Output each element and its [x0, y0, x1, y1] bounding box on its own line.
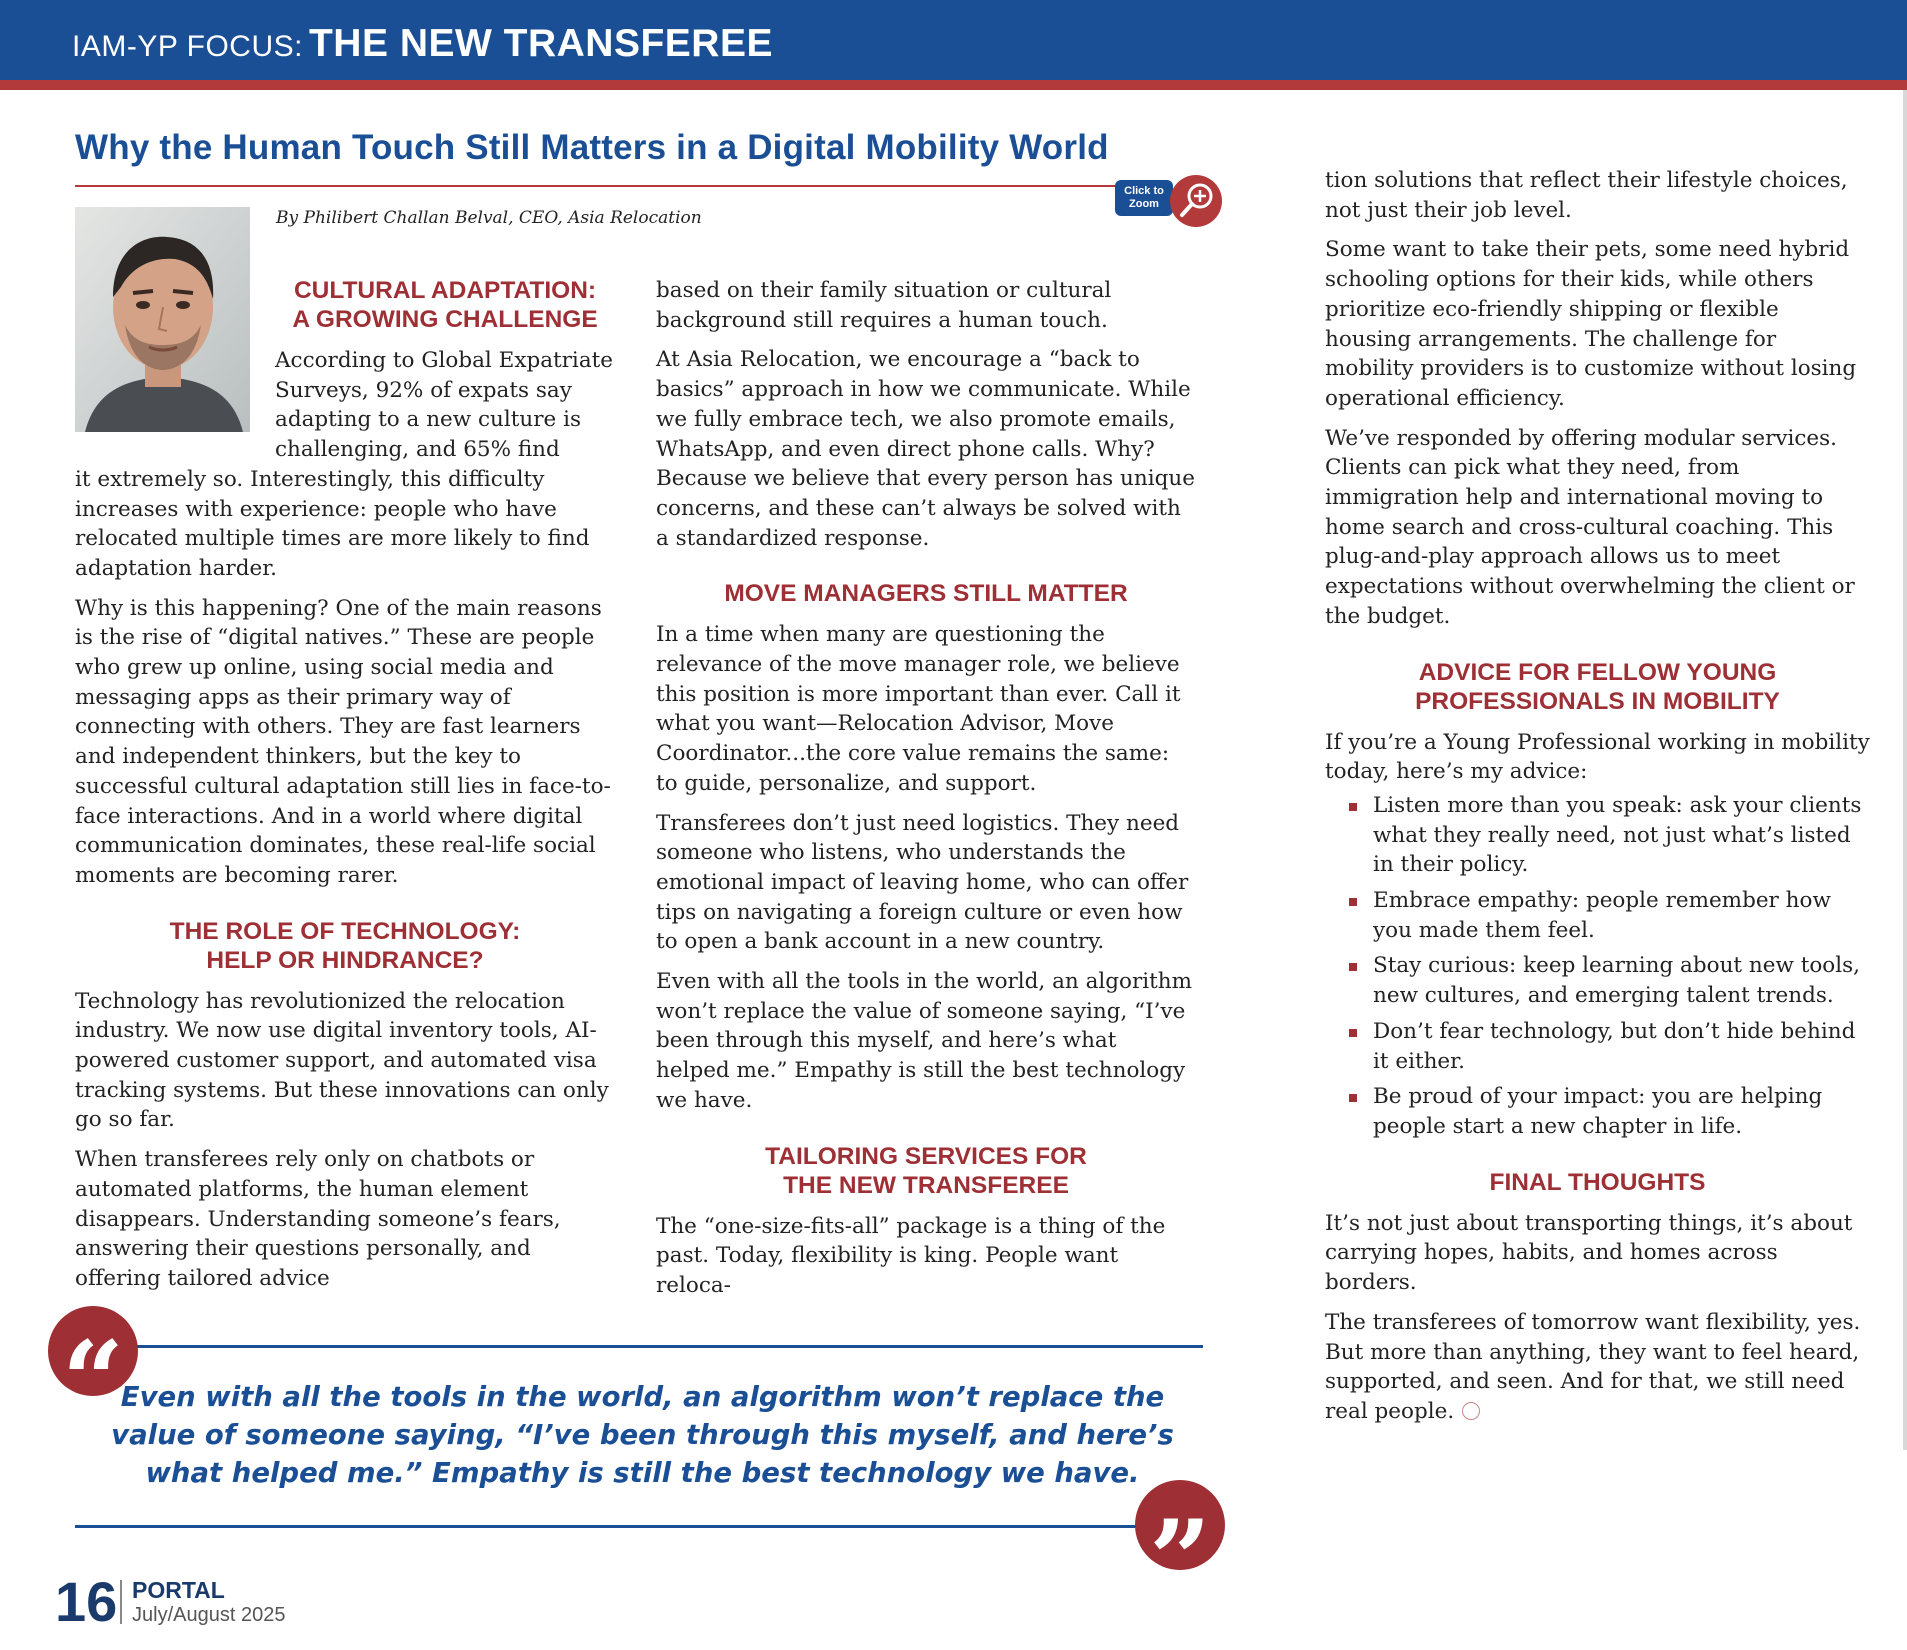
list-item-text: Be proud of your impact: you are helping people start a new chapter in life. [1373, 1084, 1823, 1139]
section-header-prefix: IAM-YP FOCUS: [72, 30, 303, 63]
heading-line: THE NEW TRANSFEREE [783, 1171, 1069, 1199]
list-item [1325, 886, 1870, 945]
paragraph: Some want to take their pets, some need hybrid schooling options for their kids, while others prioritize eco-friendly shipping or flexible housing arrangements. The challenge for mobility providers is to customize without losing operational efficiency. [1325, 237, 1857, 411]
paragraph: The “one-size-fits-all” package is a thing of the past. Today, flexibility is king. People want reloca- [656, 1213, 1166, 1298]
heading-line: PROFESSIONALS IN MOBILITY [1415, 687, 1780, 715]
column-2 [656, 276, 1196, 1311]
folio-divider [120, 1580, 122, 1624]
list-item [1325, 1017, 1870, 1076]
list-item-text: Don’t fear technology, but don’t hide behind it either. [1373, 1018, 1856, 1074]
paragraph: tion solutions that reflect their lifestyle choices, not just their job level. [1325, 168, 1848, 223]
paragraph: According to Global Expatriate Surveys, 92% of expats say adapting to a new culture is challenging, and 65% find [275, 348, 613, 463]
final-paragraph-text: The transferees of tomorrow want flexibility, yes. But more than anything, they want to feel heard, supported, and seen. And for that, we still need real people. [1325, 1309, 1861, 1424]
end-mark-icon [1462, 1402, 1480, 1420]
click-to-zoom-button[interactable] [1115, 180, 1173, 216]
section-heading-technology [75, 917, 615, 975]
heading-line: TAILORING SERVICES FOR [765, 1142, 1087, 1170]
pullquote-rule-top [130, 1345, 1203, 1348]
section-header [72, 22, 773, 66]
paragraph: it extremely so. Interestingly, this difficulty increases with experience: people who have relocated multiple times are more likely to find adaptation harder. [75, 466, 590, 581]
section-heading-advice [1325, 658, 1870, 716]
heading-line: HELP OR HINDRANCE? [206, 946, 484, 974]
list-item-text: Embrace empathy: people remember how you made them feel. [1373, 888, 1831, 943]
paragraph: When transferees rely only on chatbots or automated platforms, the human element disappears. Understanding someone’s fears, answering their questions personally, and offering tailored advice [75, 1147, 561, 1291]
heading-line: A GROWING CHALLENGE [292, 306, 598, 333]
close-quote-icon: ” [1135, 1480, 1225, 1570]
section-heading-tailoring [656, 1142, 1196, 1200]
heading-line: ADVICE FOR FELLOW YOUNG [1418, 658, 1777, 686]
list-item-text: Listen more than you speak: ask your clients what they really need, not just what’s listed in their policy. [1373, 792, 1862, 878]
paragraph: Technology has revolutionized the relocation industry. We now use digital inventory tools, AI-powered customer support, and automated visa tracking systems. But these innovations can only go so far. [75, 988, 609, 1133]
paragraph [1325, 1308, 1870, 1427]
section-heading-move-managers: MOVE MANAGERS STILL MATTER [724, 580, 1128, 608]
list-item-text: Stay curious: keep learning about new tools, new cultures, and emerging talent trends. [1373, 953, 1860, 1009]
page-number: 16 [55, 1570, 118, 1633]
heading-line: THE ROLE OF TECHNOLOGY: [169, 917, 521, 945]
title-divider [75, 185, 1115, 187]
bullet-square-icon [1349, 803, 1357, 811]
paragraph: In a time when many are questioning the relevance of the move manager role, we believe this position is more important than ever. Call it what you want—Relocation Advisor, Move Coordinator...the core value remains the same: to guide, personalize, and support. [656, 622, 1181, 796]
header-accent-stripe [0, 80, 1907, 90]
page-edge [1903, 90, 1907, 1450]
paragraph: At Asia Relocation, we encourage a “back to basics” approach in how we communicate. While we fully embrace tech, we also promote emails, WhatsApp, and even direct phone calls. Why? Because we believe that every person has unique concerns, and these can’t always be solved with a standardized response. [656, 347, 1195, 551]
paragraph: If you’re a Young Professional working in mobility today, here’s my advice: [1325, 729, 1870, 785]
paragraph: We’ve responded by offering modular services. Clients can pick what they need, from immigration help and international moving to home search and cross-cultural coaching. This plug-and-play approach allows us to meet expectations without overwhelming the client or the budget. [1325, 425, 1855, 629]
paragraph: Why is this happening? One of the main reasons is the rise of “digital natives.” These are people who grew up online, using social media and messaging apps as their primary way of connecting with others. They are fast learners and independent thinkers, but the key to successful cultural adaptation still lies in face-to-face interactions. And in a world where digital communication dominates, these real-life social moments are becoming rarer. [75, 595, 611, 888]
publication-name: PORTAL [132, 1577, 225, 1603]
bullet-square-icon [1349, 1029, 1357, 1037]
open-quote-icon: “ [48, 1306, 138, 1396]
article-title: Why the Human Touch Still Matters in a Digital Mobility World [75, 128, 1109, 167]
paragraph: Transferees don’t just need logistics. They need someone who listens, who understands the emotional impact of leaving home, who can offer tips on navigating a foreign culture or even how to open a bank account in a new country. [656, 810, 1189, 955]
section-heading-cultural [275, 276, 615, 334]
zoom-label-line-2: Zoom [1129, 198, 1159, 210]
paragraph: based on their family situation or cultural background still requires a human touch. [656, 278, 1112, 333]
paragraph: Even with all the tools in the world, an algorithm won’t replace the value of someone saying, “I’ve been through this myself, and here’s what helped me.” Empathy is still the best technology we have. [656, 969, 1193, 1113]
pullquote-rule-bottom [75, 1525, 1145, 1528]
zoom-icon[interactable] [1170, 175, 1222, 227]
list-item [1325, 951, 1870, 1010]
list-item [1325, 791, 1870, 880]
bullet-square-icon [1349, 1094, 1357, 1102]
bullet-square-icon [1349, 963, 1357, 971]
section-heading-final: FINAL THOUGHTS [1489, 1168, 1706, 1196]
issue-date: July/August 2025 [132, 1604, 286, 1626]
advice-list [1325, 791, 1870, 1142]
pullquote-text: Even with all the tools in the world, an algorithm won’t replace the value of someone saying, “I’ve been through this myself, and here’s what helped me.” Empathy is still the best technology we have. [111, 1381, 1174, 1489]
column-3 [1325, 166, 1870, 1437]
paragraph: It’s not just about transporting things, it’s about carrying hopes, habits, and homes across borders. [1325, 1210, 1853, 1296]
list-item [1325, 1082, 1870, 1141]
bullet-square-icon [1349, 898, 1357, 906]
section-header-title: THE NEW TRANSFEREE [308, 22, 773, 65]
zoom-label-line-1: Click to [1124, 185, 1164, 197]
byline: By Philibert Challan Belval, CEO, Asia Relocation [276, 208, 702, 228]
column-1 [75, 276, 615, 1304]
heading-line: CULTURAL ADAPTATION: [293, 277, 597, 304]
